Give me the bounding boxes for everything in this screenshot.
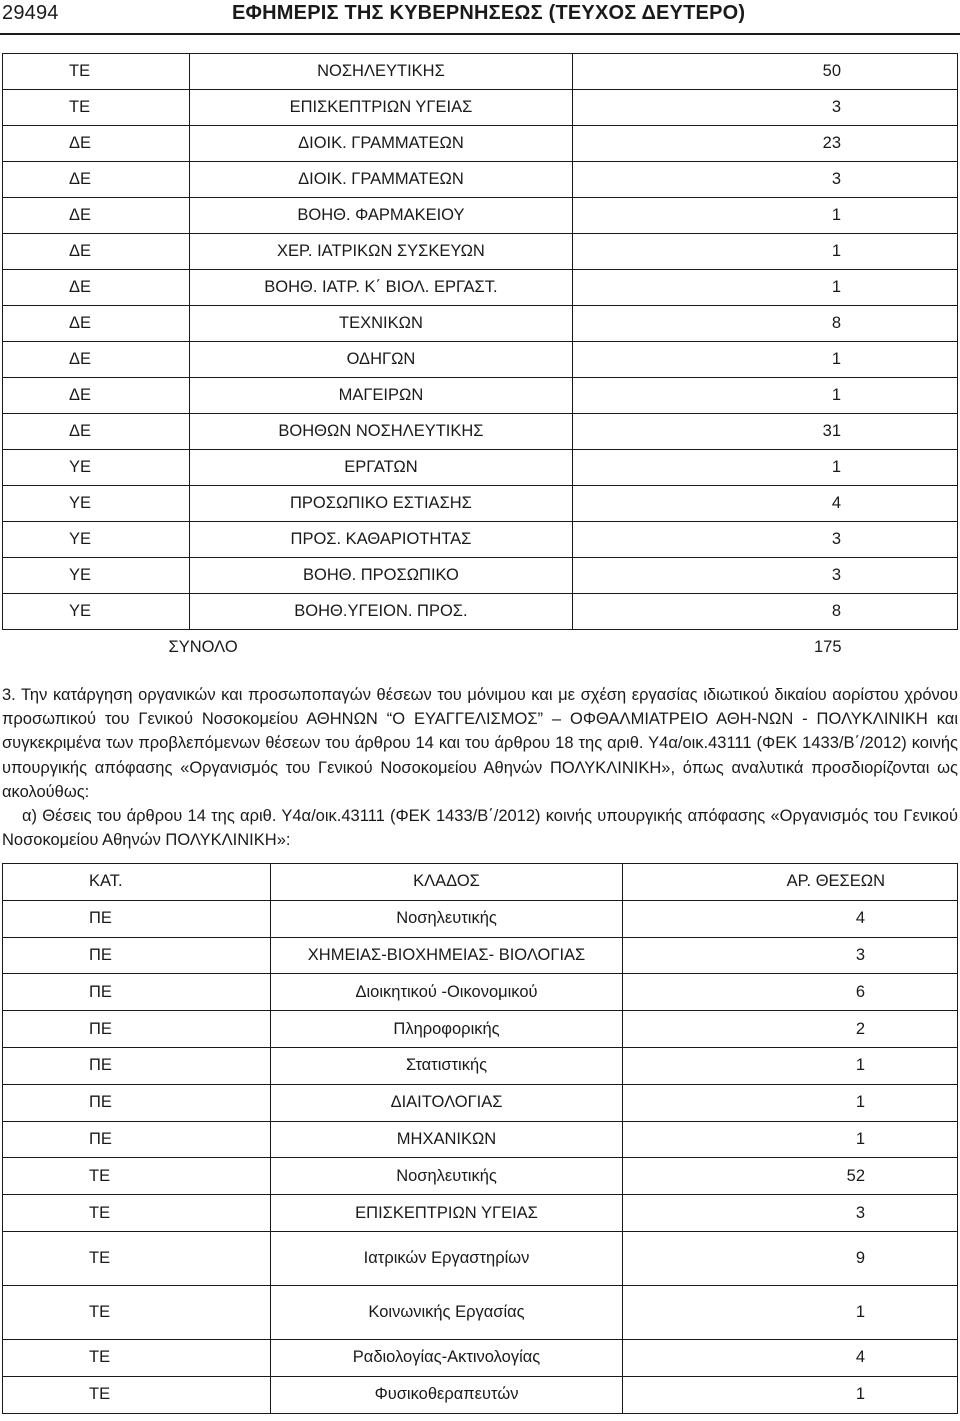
table-row: [3, 198, 958, 234]
gazette-title: ΕΦΗΜΕΡΙΣ ΤΗΣ ΚΥΒΕΡΝΗΣΕΩΣ (ΤΕΥΧΟΣ ΔΕΥΤΕΡΟ): [232, 2, 746, 24]
branch-cell: Νοσηλευτικής: [270, 1158, 622, 1195]
count-cell: 3: [572, 558, 957, 594]
count-cell: 1: [572, 198, 957, 234]
table-row: [3, 486, 958, 522]
branch-cell: ΠΡΟΣΩΠΙΚΟ ΕΣΤΙΑΣΗΣ: [189, 486, 572, 522]
table-row: [3, 1285, 958, 1339]
category-cell: ΠΕ: [3, 900, 271, 937]
table-header-row: [3, 864, 958, 901]
category-cell: ΔΕ: [3, 162, 190, 198]
branch-cell: Νοσηλευτικής: [270, 900, 622, 937]
count-cell: 1: [623, 1285, 958, 1339]
category-cell: ΔΕ: [3, 378, 190, 414]
table-row: [3, 558, 958, 594]
category-cell: ΤΕ: [3, 90, 190, 126]
count-cell: 3: [572, 162, 957, 198]
count-cell: 4: [572, 486, 957, 522]
branch-cell: Στατιστικής: [270, 1047, 622, 1084]
count-cell: 8: [572, 594, 957, 630]
branch-cell: ΜΑΓΕΙΡΩΝ: [189, 378, 572, 414]
category-cell: ΔΕ: [3, 414, 190, 450]
count-cell: 8: [572, 306, 957, 342]
paragraph-3: 3. Την κατάργηση οργανικών και προσωποπαγών θέσεων του μόνιμου και με σχέση εργασίας ιδιωτικού δικαίου αορίστου χρόνου προσωπικού του Γενικού Νοσοκομείου ΑΘΗΝΩΝ “Ο ΕΥΑΓΓΕΛΙΣΜΟΣ” – ΟΦΘΑΛΜΙΑΤΡΕΙΟ ΑΘΗ-ΝΩΝ - ΠΟΛΥΚΛΙΝΙΚΗ και συγκεκριμένα των προβλεπόμενων θέσεων του άρθρου 14 και του άρθρου 18 της αριθ. Υ4α/οικ.43111 (ΦΕΚ 1433/Β΄/2012) κοινής υπουργικής απόφασης «Οργανισμός του Γενικού Νοσοκομείου Αθηνών ΠΟΛΥΚΛΙΝΙΚΗ», όπως αναλυτικά προσδιορίζονται ως ακολούθως:: [2, 686, 958, 801]
table-row: [3, 270, 958, 306]
count-cell: 1: [572, 234, 957, 270]
table-row: [3, 1084, 958, 1121]
header-branch: ΚΛΑΔΟΣ: [270, 864, 622, 901]
category-cell: ΔΕ: [3, 306, 190, 342]
count-cell: 50: [572, 54, 957, 90]
count-cell: 6: [623, 974, 958, 1011]
count-cell: 3: [623, 937, 958, 974]
branch-cell: ΤΕΧΝΙΚΩΝ: [189, 306, 572, 342]
category-cell: ΔΕ: [3, 270, 190, 306]
category-cell: ΥΕ: [3, 558, 190, 594]
category-cell: ΥΕ: [3, 594, 190, 630]
count-cell: 4: [623, 900, 958, 937]
table-row: [3, 900, 958, 937]
table-row: [3, 378, 958, 414]
table-row: [3, 1158, 958, 1195]
branch-cell: ΟΔΗΓΩΝ: [189, 342, 572, 378]
paragraph-3a: α) Θέσεις του άρθρου 14 της αριθ. Υ4α/οικ.43111 (ΦΕΚ 1433/Β΄/2012) κοινής υπουργικής απόφασης «Οργανισμός του Γενικού Νοσοκομείου Αθηνών ΠΟΛΥΚΛΙΝΙΚΗ»:: [2, 807, 958, 850]
branch-cell: Διοικητικού -Οικονομικού: [270, 974, 622, 1011]
category-cell: ΤΕ: [3, 1195, 271, 1232]
count-cell: 3: [572, 90, 957, 126]
category-cell: ΠΕ: [3, 1084, 271, 1121]
count-cell: 1: [572, 378, 957, 414]
count-cell: 31: [572, 414, 957, 450]
table-row: [3, 306, 958, 342]
header-count: ΑΡ. ΘΕΣΕΩΝ: [623, 864, 958, 901]
branch-cell: Φυσικοθεραπευτών: [270, 1376, 622, 1413]
count-cell: 1: [623, 1084, 958, 1121]
table-row: [3, 1376, 958, 1413]
table-row: [3, 54, 958, 90]
table-row: [3, 1195, 958, 1232]
branch-cell: ΒΟΗΘ. ΠΡΟΣΩΠΙΚΟ: [189, 558, 572, 594]
count-cell: 9: [623, 1231, 958, 1285]
category-cell: ΤΕ: [3, 54, 190, 90]
table-row: [3, 594, 958, 630]
branch-cell: Πληροφορικής: [270, 1011, 622, 1048]
category-cell: ΔΕ: [3, 198, 190, 234]
count-cell: 1: [572, 270, 957, 306]
branch-cell: ΠΡΟΣ. ΚΑΘΑΡΙΟΤΗΤΑΣ: [189, 522, 572, 558]
branch-cell: ΝΟΣΗΛΕΥΤΙΚΗΣ: [189, 54, 572, 90]
positions-table-2: [2, 863, 958, 1414]
branch-cell: ΜΗΧΑΝΙΚΩΝ: [270, 1121, 622, 1158]
table-row: [3, 450, 958, 486]
category-cell: ΔΕ: [3, 126, 190, 162]
abolition-paragraph: [2, 683, 958, 852]
table-row: [3, 974, 958, 1011]
table-row: [3, 90, 958, 126]
category-cell: ΤΕ: [3, 1231, 271, 1285]
count-cell: 4: [623, 1339, 958, 1376]
category-cell: ΥΕ: [3, 522, 190, 558]
positions-table-1: [2, 53, 958, 665]
total-label: ΣΥΝΟΛΟ: [3, 630, 573, 666]
total-value: 175: [572, 630, 957, 666]
branch-cell: ΕΠΙΣΚΕΠΤΡΙΩΝ ΥΓΕΙΑΣ: [270, 1195, 622, 1232]
table-row: [3, 1011, 958, 1048]
branch-cell: ΔΙΑΙΤΟΛΟΓΙΑΣ: [270, 1084, 622, 1121]
branch-cell: ΒΟΗΘ. ΦΑΡΜΑΚΕΙΟΥ: [189, 198, 572, 234]
table-row: [3, 1231, 958, 1285]
category-cell: ΠΕ: [3, 974, 271, 1011]
count-cell: 1: [623, 1376, 958, 1413]
count-cell: 1: [572, 450, 957, 486]
branch-cell: ΔΙΟΙΚ. ΓΡΑΜΜΑΤΕΩΝ: [189, 126, 572, 162]
count-cell: 3: [623, 1195, 958, 1232]
table-row: [3, 1121, 958, 1158]
category-cell: ΤΕ: [3, 1339, 271, 1376]
branch-cell: Ραδιολογίας-Ακτινολογίας: [270, 1339, 622, 1376]
branch-cell: ΕΠΙΣΚΕΠΤΡΙΩΝ ΥΓΕΙΑΣ: [189, 90, 572, 126]
table-row: [3, 1339, 958, 1376]
count-cell: 52: [623, 1158, 958, 1195]
category-cell: ΥΕ: [3, 486, 190, 522]
category-cell: ΠΕ: [3, 1011, 271, 1048]
count-cell: 23: [572, 126, 957, 162]
table-row: [3, 414, 958, 450]
count-cell: 2: [623, 1011, 958, 1048]
header-rule: [0, 33, 960, 35]
category-cell: ΠΕ: [3, 937, 271, 974]
category-cell: ΠΕ: [3, 1047, 271, 1084]
table-row: [3, 162, 958, 198]
table-row: [3, 522, 958, 558]
table-row: [3, 937, 958, 974]
count-cell: 1: [572, 342, 957, 378]
branch-cell: ΧΗΜΕΙΑΣ-ΒΙΟΧΗΜΕΙΑΣ- ΒΙΟΛΟΓΙΑΣ: [270, 937, 622, 974]
branch-cell: Κοινωνικής Εργασίας: [270, 1285, 622, 1339]
table-row: [3, 1047, 958, 1084]
header-category: ΚΑΤ.: [3, 864, 271, 901]
branch-cell: ΔΙΟΙΚ. ΓΡΑΜΜΑΤΕΩΝ: [189, 162, 572, 198]
table-row: [3, 126, 958, 162]
branch-cell: ΕΡΓΑΤΩΝ: [189, 450, 572, 486]
category-cell: ΔΕ: [3, 342, 190, 378]
category-cell: ΠΕ: [3, 1121, 271, 1158]
category-cell: ΤΕ: [3, 1376, 271, 1413]
branch-cell: ΒΟΗΘ. ΙΑΤΡ. Κ΄ ΒΙΟΛ. ΕΡΓΑΣΤ.: [189, 270, 572, 306]
table-row: [3, 234, 958, 270]
branch-cell: Ιατρικών Εργαστηρίων: [270, 1231, 622, 1285]
count-cell: 3: [572, 522, 957, 558]
page-number: 29494: [2, 2, 59, 24]
table-row: [3, 342, 958, 378]
branch-cell: ΒΟΗΘΩΝ ΝΟΣΗΛΕΥΤΙΚΗΣ: [189, 414, 572, 450]
count-cell: 1: [623, 1047, 958, 1084]
total-row: [3, 630, 958, 666]
page-header: [0, 0, 960, 32]
category-cell: ΔΕ: [3, 234, 190, 270]
category-cell: ΤΕ: [3, 1285, 271, 1339]
branch-cell: ΧΕΡ. ΙΑΤΡΙΚΩΝ ΣΥΣΚΕΥΩΝ: [189, 234, 572, 270]
category-cell: ΤΕ: [3, 1158, 271, 1195]
branch-cell: ΒΟΗΘ.ΥΓΕΙΟΝ. ΠΡΟΣ.: [189, 594, 572, 630]
category-cell: ΥΕ: [3, 450, 190, 486]
count-cell: 1: [623, 1121, 958, 1158]
